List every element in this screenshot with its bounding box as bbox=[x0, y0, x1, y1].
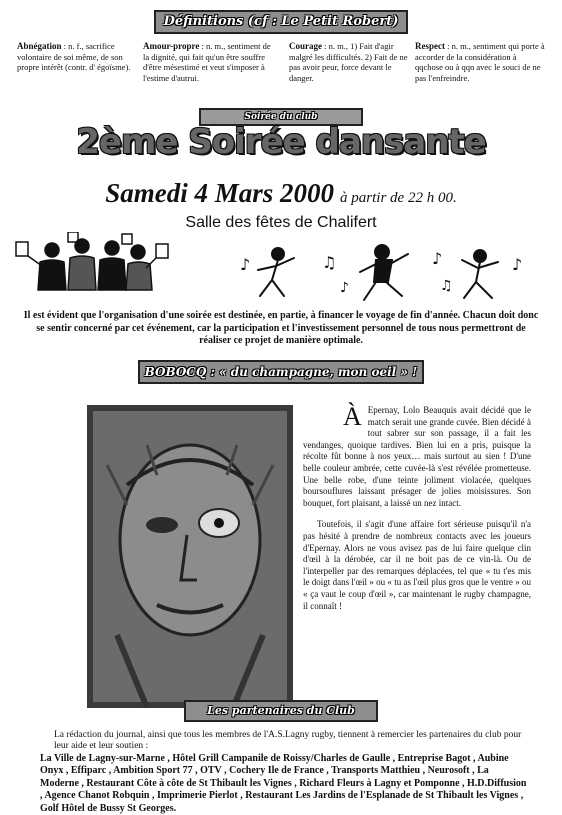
svg-text:♪: ♪ bbox=[340, 280, 349, 296]
toasting-people-clipart bbox=[12, 232, 172, 292]
definition-term: Amour-propre bbox=[143, 41, 200, 51]
event-title: 2ème Soirée dansante bbox=[76, 122, 486, 162]
definition-abnegation bbox=[17, 41, 132, 73]
definition-term: Respect bbox=[415, 41, 445, 51]
partners-banner: Les partenaires du Club bbox=[184, 700, 378, 722]
article-paragraph-1 bbox=[303, 402, 531, 509]
event-time: à partir de 22 h 00. bbox=[340, 190, 457, 206]
dancing-figures-clipart bbox=[236, 240, 536, 305]
event-date: Samedi 4 Mars 2000 bbox=[105, 178, 335, 208]
partners-list: La Ville de Lagny-sur-Marne , Hôtel Grill Campanile de Roissy/Charles de Gaulle , Entreprise Bagot , Aubine Onyx , Effiparc , Ambition Sport 77 , OTV , Cochery Ile de France , Transports Matthieu , Neurosoft , La Moderne , Restaurant Côte à côte de St Thibault les Vignes , Richard Fleurs à Lagny et Pomponne , H.D.Diffusion , Agence Chanot Robquin , Imprimerie Pierlot , Restaurant Les Jardins de l'Esplanade de St Thibault les Vignes , Golf Hôtel de Bussy St Georges. bbox=[40, 753, 527, 814]
comic-face-illustration bbox=[87, 405, 293, 708]
definition-term: Courage bbox=[289, 41, 322, 51]
definition-text: : n. m., sentiment de la dignité, qui fait qu'un être souffre d'être mésestimé et veut s'imposer à l'estime d'autrui. bbox=[143, 41, 271, 83]
definition-courage bbox=[289, 41, 409, 83]
article-paragraph-1-text: Epernay, Lolo Beauquis avait décidé que le match serait une grande cuvée. Bien décidé à tout sabrer sur son passage, il a fait les vendanges, quoique tardives. Bien lui en a pris, puisque la récolte fût bonne à nos yeux… mais surtout au sien ! D'une belle couleur ambrée, cette cuvée-là s'est révélée prometteuse. Une belle robe, d'une teinte joliment violacée, quelques boursouflures laissant présager de jolies moisissures. Son bouquet, fort plaisant, a laissé un nez intact. bbox=[303, 405, 531, 508]
definition-text: : n. m., 1) Fait d'agir malgré les difficultés. 2) Fait de ne pas avoir peur, force devant le danger. bbox=[289, 41, 408, 83]
article-banner: BOBOCQ : « du champagne, mon oeil » ! bbox=[138, 360, 424, 384]
article-dropcap: À bbox=[343, 402, 362, 431]
svg-text:♪: ♪ bbox=[240, 255, 251, 274]
svg-text:♪: ♪ bbox=[512, 255, 523, 274]
definition-text: : n. m., sentiment qui porte à accorder de la considération à qqchose ou à qqn avec le souci de ne pas l'enfreindre. bbox=[415, 41, 545, 83]
event-venue: Salle des fêtes de Chalifert bbox=[185, 214, 377, 231]
svg-text:♫: ♫ bbox=[322, 253, 337, 272]
definitions-banner: Définitions (cf : Le Petit Robert) bbox=[154, 10, 408, 34]
article-body bbox=[303, 402, 531, 612]
event-intro-text: Il est évident que l'organisation d'une soirée est destinée, en partie, à financer le voyage de fin d'année. Chacun doit donc se sentir concerné par cet événement, car la participation et l'investissement personnel de tous nous permettront de réaliser ce projet de manière optimale. bbox=[23, 310, 539, 346]
svg-text:♪: ♪ bbox=[432, 249, 443, 268]
svg-text:♫: ♫ bbox=[440, 278, 453, 294]
definition-amour-propre bbox=[143, 41, 278, 83]
definition-text: : n. f., sacrifice volontaire de soi même, de son propre intérêt (contr. d' égoïsme). bbox=[17, 41, 131, 72]
partners-intro: La rédaction du journal, ainsi que tous les membres de l'A.S.Lagny rugby, tiennent à remercier les partenaires du club pour leur aide et leur soutien : bbox=[54, 730, 522, 751]
event-date-line bbox=[0, 178, 562, 209]
definition-term: Abnégation bbox=[17, 41, 62, 51]
event-banner: Soirée du club bbox=[199, 108, 363, 126]
definitions-section bbox=[17, 41, 547, 103]
definition-respect bbox=[415, 41, 545, 83]
article-paragraph-2: Toutefois, il s'agit d'une affaire fort sérieuse puisqu'il n'a pas hésité à prendre de nombreux contacts avec les joueurs d'Epernay. Alors ne vous avisez pas de lui faire quelque clin d'œil à la dérobée, car il ne boit pas de ce vin-là. Ou de l'interpeller par des remarques déplacées, tel que « tu t'es mis le doigt dans l'œil » ou « tu as l'œil plus gros que le ventre » ou « ça vaut le coup d'œil », car maintenant le rugby champagne, il connaît ! bbox=[303, 519, 531, 611]
